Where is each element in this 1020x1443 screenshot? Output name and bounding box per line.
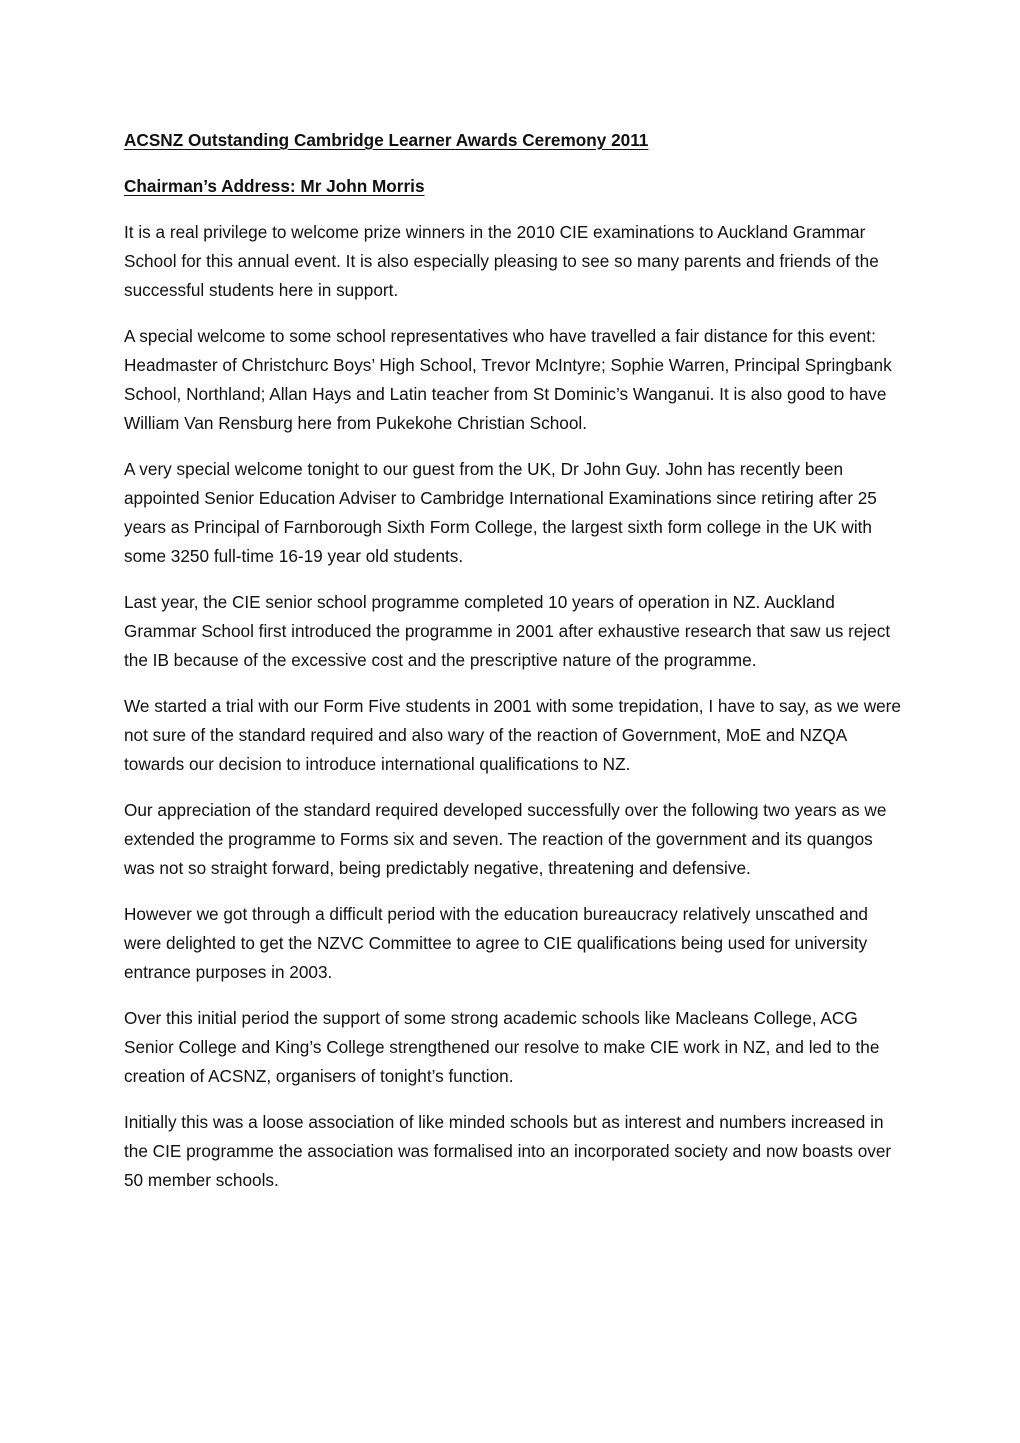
paragraph: Last year, the CIE senior school programme completed 10 years of operation in NZ. Auckland Grammar School first introduced the programme in 2001 after exhaustive research that saw us reject the IB because of the excessive cost and the prescriptive nature of the programme. bbox=[124, 592, 891, 670]
paragraph: A special welcome to some school representatives who have travelled a fair distance for this event: Headmaster of Christchurc Boys’ High School, Trevor McIntyre; Sophie Warren, Principal Springbank School, Northland; Allan Hays and Latin teacher from St Dominic’s Wanganui. It is also good to have William Van Rensburg here from Pukekohe Christian School. bbox=[124, 326, 892, 433]
paragraph: However we got through a difficult period with the education bureaucracy relatively unscathed and were delighted to get the NZVC Committee to agree to CIE qualifications being used for university entrance purposes in 2003. bbox=[124, 904, 868, 982]
paragraph: Our appreciation of the standard required developed successfully over the following two years as we extended the programme to Forms six and seven. The reaction of the government and its quangos was not so straight forward, being predictably negative, threatening and defensive. bbox=[124, 800, 887, 878]
document-subtitle: Chairman’s Address: Mr John Morris bbox=[124, 176, 425, 196]
document-title: ACSNZ Outstanding Cambridge Learner Awards Ceremony 2011 bbox=[124, 130, 649, 150]
paragraph: A very special welcome tonight to our guest from the UK, Dr John Guy. John has recently been appointed Senior Education Adviser to Cambridge International Examinations since retiring after 25 years as Principal of Farnborough Sixth Form College, the largest sixth form college in the UK with some 3250 full-time 16-19 year old students. bbox=[124, 459, 877, 566]
paragraph: We started a trial with our Form Five students in 2001 with some trepidation, I have to say, as we were not sure of the standard required and also wary of the reaction of Government, MoE and NZQA towards our decision to introduce international qualifications to NZ. bbox=[124, 696, 901, 774]
paragraph: Over this initial period the support of some strong academic schools like Macleans College, ACG Senior College and King’s College strengthened our resolve to make CIE work in NZ, and led to the creation of ACSNZ, organisers of tonight’s function. bbox=[124, 1008, 880, 1086]
paragraph: Initially this was a loose association of like minded schools but as interest and numbers increased in the CIE programme the association was formalised into an incorporated society and now boasts over 50 member schools. bbox=[124, 1112, 892, 1190]
paragraph: It is a real privilege to welcome prize winners in the 2010 CIE examinations to Auckland Grammar School for this annual event. It is also especially pleasing to see so many parents and friends of the successful students here in support. bbox=[124, 222, 879, 300]
document-body bbox=[124, 126, 902, 1212]
